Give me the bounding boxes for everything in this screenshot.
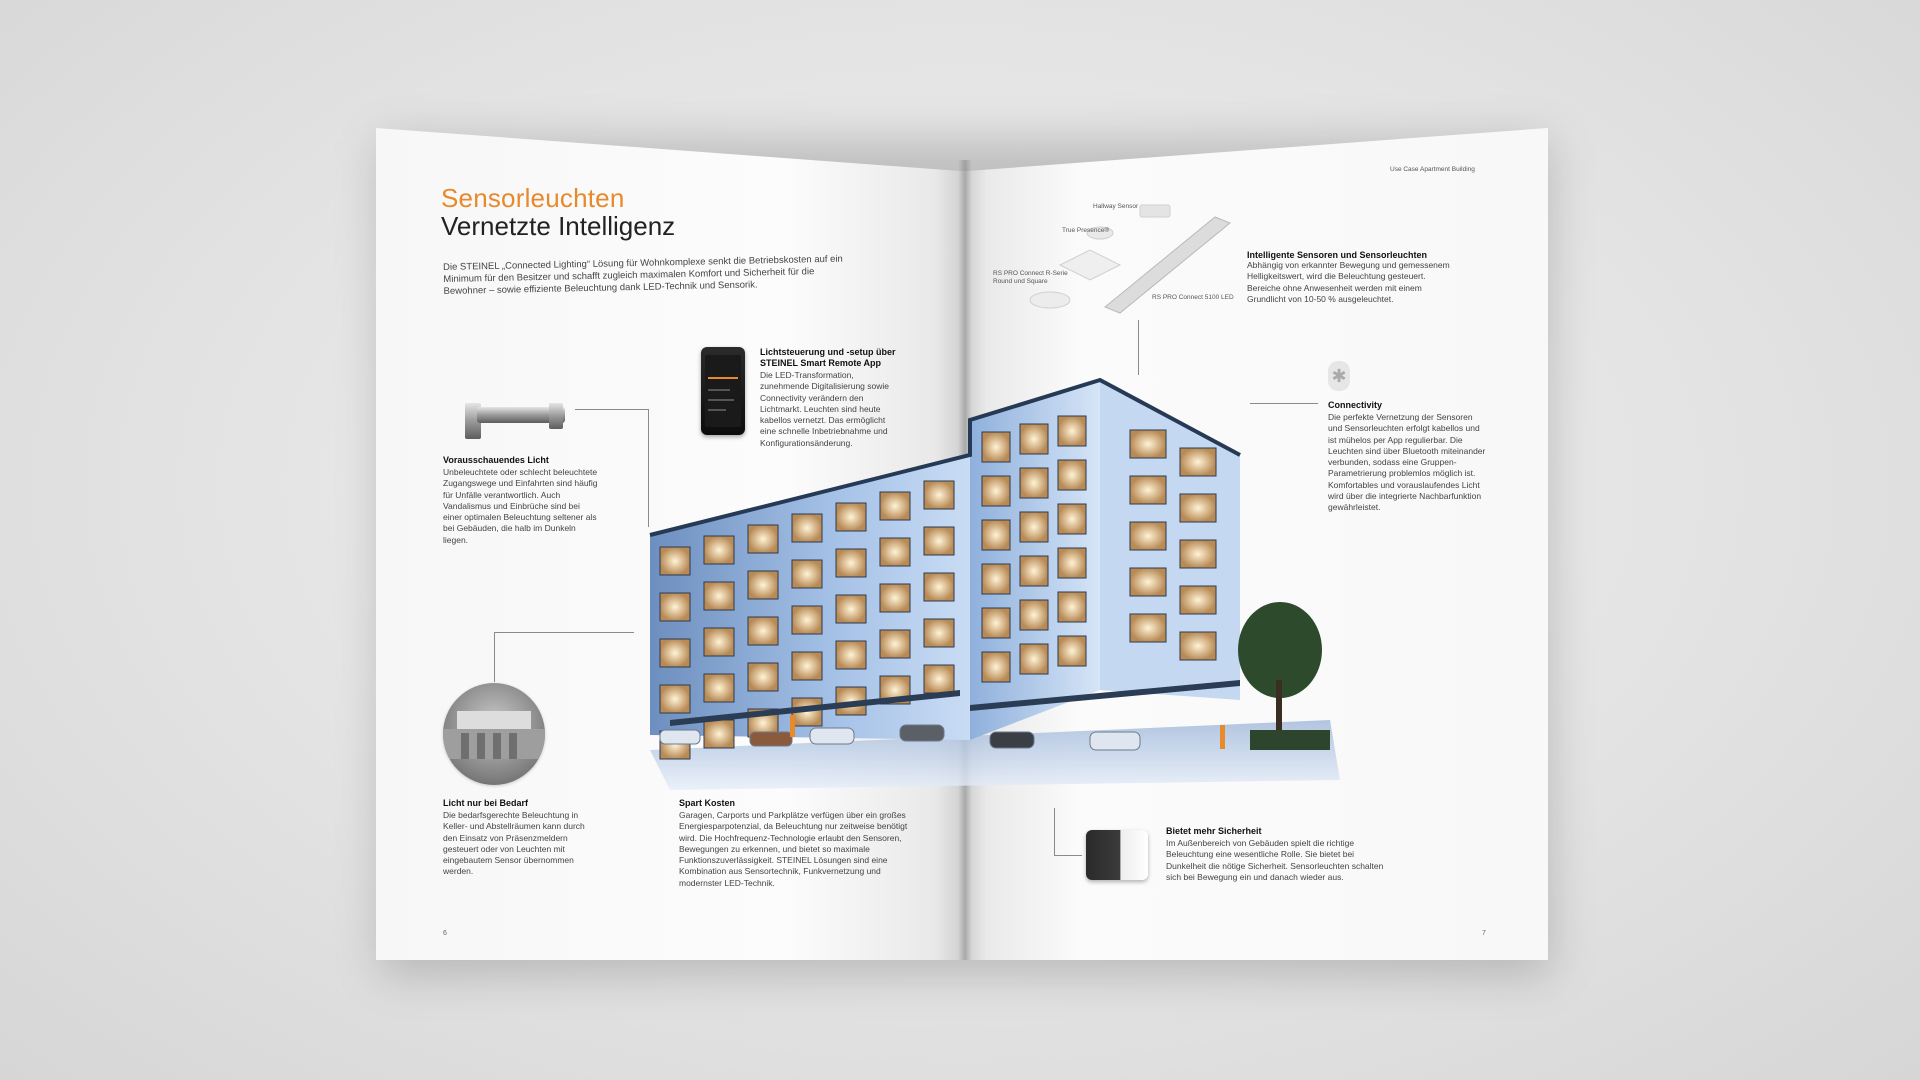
window: [1020, 512, 1048, 542]
window: [836, 549, 866, 577]
window: [704, 674, 734, 702]
window: [1058, 504, 1086, 534]
window: [880, 584, 910, 612]
page-title: Vernetzte Intelligenz: [441, 211, 676, 241]
bedarf-text: Die bedarfsgerechte Beleuchtung in Keller- und Abstellräumen kann durch den Einsatz von Präsenzmeldern gesteuert oder von Leuchten mit eingebautem Sensor übernommen werden.: [443, 810, 585, 877]
label-hallway-sensor: Hallway Sensor: [1093, 203, 1139, 210]
app-heading-line-2: STEINEL Smart Remote App: [760, 358, 882, 368]
window: [982, 608, 1010, 638]
app-heading-line-1: Lichtsteuerung und -setup über: [760, 347, 896, 357]
window: [1130, 522, 1166, 550]
window: [1020, 468, 1048, 498]
window: [1130, 614, 1166, 642]
vorausschauend-heading: Vorausschauendes Licht: [443, 455, 549, 465]
window: [704, 582, 734, 610]
window: [792, 560, 822, 588]
bluetooth-icon: ✱: [1328, 361, 1350, 391]
window: [982, 564, 1010, 594]
window: [792, 652, 822, 680]
window: [1058, 592, 1086, 622]
window: [1130, 568, 1166, 596]
window: [660, 547, 690, 575]
bedarf-heading: Licht nur bei Bedarf: [443, 798, 529, 808]
label-rs-pro-5100: RS PRO Connect 5100 LED: [1152, 294, 1234, 301]
window: [1020, 556, 1048, 586]
door-handle-image: [463, 395, 571, 443]
page-number-right: 7: [1482, 930, 1486, 937]
connectivity-text: Die perfekte Vernetzung der Sensoren und Sensorleuchten erfolgt kabellos und ist mühelos per App regulierbar. Die Leuchten sind über Bluetooth miteinander verbunden, sodass eine Gruppen-Parametrierung problemlos möglich ist. Komfortables und vorauslaufendes Licht wird über die integrierte Nachbarfunktion gewährleistet.: [1328, 412, 1486, 513]
window: [836, 595, 866, 623]
sensor-heading: Intelligente Sensoren und Sensorleuchten: [1247, 250, 1428, 260]
window: [880, 538, 910, 566]
window: [1180, 494, 1216, 522]
vorausschauend-text: Unbeleuchtete oder schlecht beleuchtete Zugangswege und Einfahrten sind häufig für Unfälle verantwortlich. Auch Vandalismus und Einbrüche sind bei einer optimalen Beleuchtung seltener als bei Gebäuden, die halb im Dunkeln liegen.: [443, 467, 598, 545]
connectivity-heading: Connectivity: [1328, 400, 1383, 410]
window: [704, 720, 734, 748]
label-rs-pro-r: RS PRO Connect R-Serie Round und Square: [993, 270, 1068, 285]
window: [748, 571, 778, 599]
apartment-building-image: [640, 360, 1360, 800]
page-number-left: 6: [443, 930, 447, 937]
window: [1058, 416, 1086, 446]
sicherheit-text: Im Außenbereich von Gebäuden spielt die richtige Beleuchtung eine wesentliche Rolle. Sie bietet bei Dunkelheit die nötige Sicherheit. Sensorleuchten schalten sich bei Bewegung ein und danach wieder aus.: [1166, 838, 1384, 882]
window: [982, 432, 1010, 462]
kosten-heading: Spart Kosten: [679, 798, 736, 808]
window: [660, 685, 690, 713]
window: [924, 527, 954, 555]
leader-line: [494, 632, 495, 682]
window: [704, 536, 734, 564]
window: [1020, 600, 1048, 630]
window: [1058, 460, 1086, 490]
leader-line: [575, 409, 649, 410]
window: [924, 481, 954, 509]
outdoor-sensor-light-image: [1086, 830, 1148, 880]
window: [1180, 632, 1216, 660]
window: [880, 630, 910, 658]
window: [982, 652, 1010, 682]
window: [836, 503, 866, 531]
leader-line: [1054, 855, 1082, 856]
sensor-text: Abhängig von erkannter Bewegung und gemessenem Helligkeitswert, wird die Beleuchtung gesteuert. Bereiche ohne Anwesenheit werden mit einem Grundlicht von 10-50 % ausgeleuchtet.: [1247, 260, 1450, 304]
window: [836, 641, 866, 669]
window: [748, 525, 778, 553]
window: [880, 492, 910, 520]
leader-line: [1054, 808, 1055, 856]
window: [1058, 636, 1086, 666]
window: [924, 665, 954, 693]
window: [924, 573, 954, 601]
window: [792, 606, 822, 634]
title-orange: Sensorleuchten: [441, 183, 625, 213]
window: [748, 617, 778, 645]
window: [982, 476, 1010, 506]
window: [1180, 448, 1216, 476]
window: [924, 619, 954, 647]
running-head: Use Case Apartment Building: [1390, 166, 1475, 173]
window: [1180, 586, 1216, 614]
window: [1058, 548, 1086, 578]
label-true-presence: True Presence®: [1062, 227, 1110, 234]
window: [1020, 644, 1048, 674]
window: [1180, 540, 1216, 568]
sensor-products-image: [990, 195, 1240, 325]
window: [660, 593, 690, 621]
kosten-text: Garagen, Carports und Parkplätze verfügen über ein großes Energiesparpotenzial, da Beleuchtung nur zeitweise benötigt wird. Die Hochfrequenz-Technologie erlaubt den Sensoren, Bewegungen zu erkennen, und bietet so maximale Funktionszuverlässigkeit. STEINEL Lösungen sind eine Kombination aus Sensortechnik, Funkvernetzung und modernster LED-Technik.: [679, 810, 908, 888]
basement-photo: [443, 683, 545, 785]
window: [748, 663, 778, 691]
window: [982, 520, 1010, 550]
app-text: Die LED-Transformation, zunehmende Digitalisierung sowie Connectivity verändern den Lichtmarkt. Leuchten sind heute kabellos vernetzt. Das ermöglicht eine schnelle Inbetriebnahme und Konfigurationsänderung.: [760, 370, 889, 448]
leader-line: [494, 632, 634, 633]
intro-text: Die STEINEL „Connected Lighting“ Lösung für Wohnkomplexe senkt die Betriebskosten auf ein Minimum für den Besitzer und schafft zugleich maximalen Komfort und Sicherheit für die Bewohner – sowie effiziente Beleuchtung dank LED-Technik und Sensorik.: [443, 253, 843, 297]
window: [1020, 424, 1048, 454]
window: [704, 628, 734, 656]
window: [1130, 476, 1166, 504]
window: [1130, 430, 1166, 458]
window: [660, 639, 690, 667]
window: [792, 514, 822, 542]
sicherheit-heading: Bietet mehr Sicherheit: [1166, 826, 1262, 836]
